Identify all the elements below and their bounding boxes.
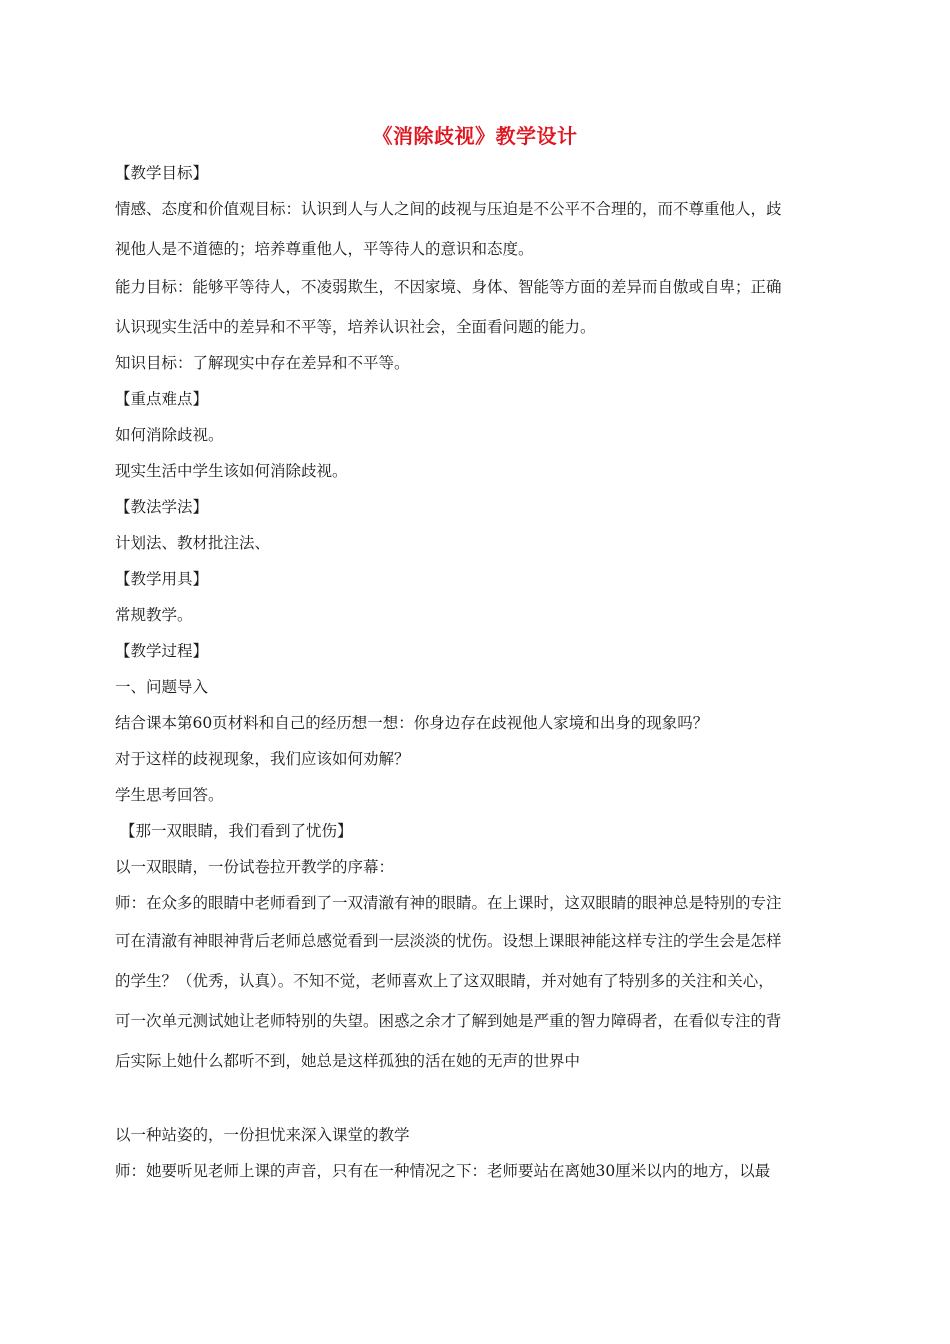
paragraph-line: 以一双眼睛，一份试卷拉开教学的序幕： — [115, 858, 395, 876]
paragraph-line: 可一次单元测试她让老师特别的失望。困惑之余才了解到她是严重的智力障碍者，在看似专注的背 — [115, 1012, 782, 1030]
heading-methods: 【教法学法】 — [115, 498, 209, 516]
paragraph-line: 如何消除歧视。 — [115, 426, 224, 444]
paragraph-line: 后实际上她什么都听不到，她总是这样孤独的活在她的无声的世界中 — [115, 1052, 581, 1070]
heading-key-points: 【重点难点】 — [115, 390, 209, 408]
paragraph-line: 认识现实生活中的差异和不平等，培养认识社会，全面看问题的能力。 — [115, 318, 596, 336]
paragraph-line: 以一种站姿的，一份担忧来深入课堂的教学 — [115, 1126, 410, 1144]
paragraph-line: 学生思考回答。 — [115, 786, 224, 804]
paragraph-line: 师：在众多的眼睛中老师看到了一双清澈有神的眼睛。在上课时，这双眼睛的眼神总是特别的专注 — [115, 894, 782, 912]
paragraph-line: 视他人是不道德的；培养尊重他人，平等待人的意识和态度。 — [115, 240, 534, 258]
subsection-heading: 【那一双眼睛，我们看到了忧伤】 — [120, 822, 353, 840]
section-heading: 一、问题导入 — [115, 678, 209, 696]
paragraph-line: 可在清澈有神眼神背后老师总感觉看到一层淡淡的忧伤。设想上课眼神能这样专注的学生会是怎样 — [115, 932, 782, 950]
paragraph-line: 情感、态度和价值观目标：认识到人与人之间的歧视与压迫是不公平不合理的，而不尊重他人，歧 — [115, 200, 782, 218]
heading-teaching-process: 【教学过程】 — [115, 642, 209, 660]
document-title: 《消除歧视》教学设计 — [372, 124, 578, 148]
paragraph-line: 常规教学。 — [115, 606, 193, 624]
paragraph-line: 计划法、教材批注法、 — [115, 534, 271, 552]
heading-teaching-tools: 【教学用具】 — [115, 570, 209, 588]
paragraph-line: 知识目标：了解现实中存在差异和不平等。 — [115, 354, 410, 372]
paragraph-line: 现实生活中学生该如何消除歧视。 — [115, 462, 348, 480]
paragraph-line: 能力目标：能够平等待人，不凌弱欺生，不因家境、身体、智能等方面的差异而自傲或自卑；正确 — [115, 278, 782, 296]
paragraph-line: 师：她要听见老师上课的声音，只有在一种情况之下：老师要站在离她30厘米以内的地方，以最 — [115, 1162, 771, 1180]
heading-teaching-goals: 【教学目标】 — [115, 164, 209, 182]
paragraph-line: 对于这样的歧视现象，我们应该如何劝解？ — [115, 750, 410, 768]
paragraph-line: 的学生？（优秀，认真）。不知不觉，老师喜欢上了这双眼睛，并对她有了特别多的关注和关心， — [115, 972, 774, 990]
paragraph-line: 结合课本第60页材料和自己的经历想一想：你身边存在歧视他人家境和出身的现象吗？ — [115, 714, 709, 732]
